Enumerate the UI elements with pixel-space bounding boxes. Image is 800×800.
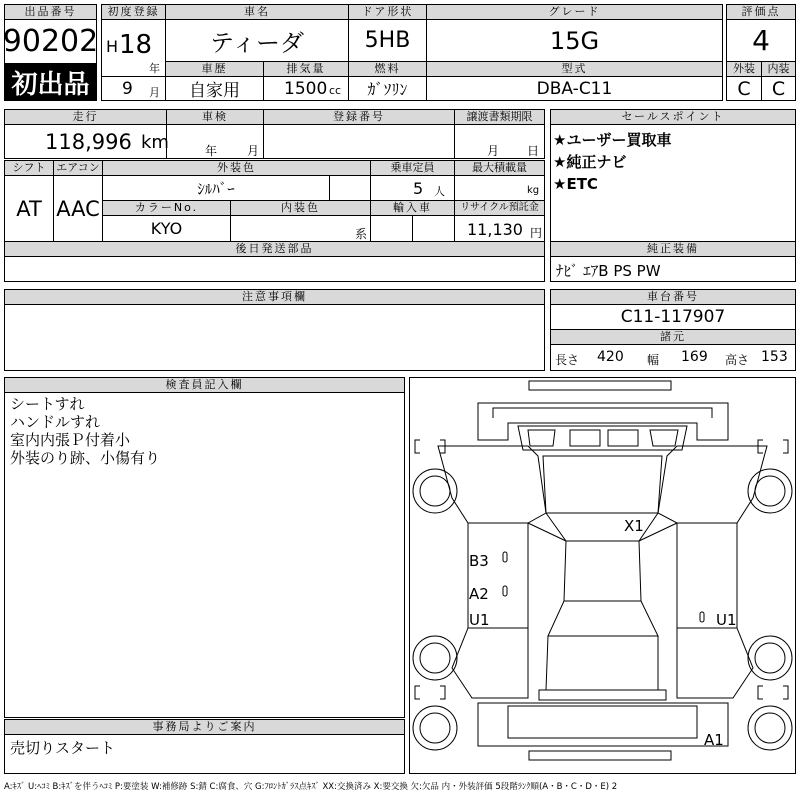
max-load-header: 最大積載量 [454,160,545,176]
mileage-unit: km [141,132,169,153]
damage-mark: U1 [469,611,490,629]
chassis-number-header: 車台番号 [550,289,796,305]
exterior-score-header: 外装 [726,61,762,77]
registration-month: 9 [122,79,133,99]
office-notice-header: 事務局よりご案内 [4,719,405,735]
width-value: 169 [681,349,708,365]
inspector-note-line: ハンドルすれ [10,413,101,431]
inspector-note-line: シートすれ [10,395,85,413]
door-type-header: ドア形状 [348,4,427,20]
recycle-fee-box [454,215,545,242]
interior-score: C [761,76,796,101]
registration-number-header: 登録番号 [263,109,455,125]
caution [4,304,545,371]
month-unit: 月 [149,86,160,99]
inspection-month-unit: 月 [247,144,260,158]
first-registration-box [101,19,166,77]
max-load-box [454,175,545,201]
specifications-header: 諸元 [550,329,796,345]
inspector-note-line: 外装のり跡、小傷有り [10,449,161,467]
year-unit: 年 [149,62,160,75]
inspector-note-line: 室内内張Ｐ付着小 [10,431,131,449]
interior-score-header: 内装 [761,61,796,77]
inspector-notes-header: 検査員記入欄 [4,377,405,393]
mileage-header: 走行 [4,109,167,125]
exterior-score: C [726,76,762,101]
capacity-box [370,175,455,201]
height-value: 153 [761,349,788,365]
mileage: 118,996 [45,130,132,154]
transfer-month-unit: 月 [487,144,500,158]
dimensions-box [550,344,796,371]
later-parts-header: 後日発送部品 [4,241,545,257]
lot-number-header: 出品番号 [4,4,97,20]
model-code-header: 型式 [426,61,723,77]
registration-number-box [263,124,455,159]
sales-point-item: ★ETC [553,175,598,193]
length-label: 長さ [555,353,580,367]
later-parts [4,256,545,282]
car-history-header: 車歴 [165,61,264,77]
fuel-header: 燃料 [348,61,427,77]
car-outline-diagram [410,378,795,773]
transfer-day-unit: 日 [527,144,540,158]
fuel: ｶﾞｿﾘﾝ [348,76,427,101]
inspection-year-unit: 年 [205,144,218,158]
aircon: AAC [53,175,103,242]
genuine-equipment-header: 純正装備 [550,241,796,257]
door-type: 5HB [348,19,427,62]
recycle-fee: 11,130 [467,220,523,239]
inspector-notes-box [4,392,405,718]
genuine-equipment: ﾅﾋﾞ ｴｱB PS PW [550,256,796,282]
interior-color-unit: 系 [355,227,368,241]
length-value: 420 [597,349,624,365]
inspection-header: 車検 [166,109,264,125]
first-listing-badge: 初出品 [4,63,97,101]
first-registration-header: 初度登録 [101,4,166,20]
displacement: 1500 [284,79,328,99]
registration-year: 18 [119,30,153,60]
displacement-box [263,76,349,101]
recycle-fee-header: リサイクル預託金 [454,200,545,216]
caution-header: 注意事項欄 [4,289,545,305]
mileage-box [4,124,167,159]
import-box-1 [370,215,413,242]
sales-point-item: ★純正ナビ [553,153,627,171]
capacity: 5 [413,179,424,198]
damage-diagram [409,377,796,774]
displacement-header: 排気量 [263,61,349,77]
import-header: 輸入車 [370,200,455,216]
shift-header: シフト [4,160,54,176]
interior-color-header: 内装色 [230,200,371,216]
car-name: ティーダ [165,19,349,62]
exterior-color: ｼﾙﾊﾞｰ [102,175,330,201]
damage-mark: A1 [704,731,724,749]
first-registration-month-box [101,76,166,101]
lot-number: 90202 [4,19,97,64]
exterior-color-extra [329,175,371,201]
sales-points-box [550,124,796,242]
damage-mark: U1 [716,611,737,629]
office-notice: 売切りスタート [4,734,405,774]
capacity-header: 乗車定員 [370,160,455,176]
transfer-deadline-header: 譲渡書類期限 [454,109,545,125]
model-code: DBA-C11 [426,76,723,101]
overall-score: 4 [726,19,796,62]
sales-point-item: ★ユーザー買取車 [553,131,672,149]
era-letter: H [106,37,119,56]
capacity-unit: 人 [434,185,445,198]
width-label: 幅 [647,353,660,367]
damage-mark: A2 [469,585,489,603]
damage-mark: X1 [624,517,644,535]
legend: A:ｷｽﾞ U:ﾍｺﾐ B:ｷｽﾞを伴うﾍｺﾐ P:要塗装 W:補修跡 S:錆 C:腐食、穴 G:ﾌﾛﾝﾄｶﾞﾗｽ点ｷｽﾞ XX:交換済み X:要交換 欠:欠品 内・外装評価 5段階ﾗﾝｸ順(A・B・C・D・E) 2 [4,782,618,792]
chassis-number: C11-117907 [550,304,796,330]
exterior-color-header: 外装色 [102,160,371,176]
inspection-box [166,124,264,159]
car-history: 自家用 [165,76,264,101]
height-label: 高さ [725,353,750,367]
grade: 15G [426,19,723,62]
transfer-deadline-box [454,124,545,159]
sales-points-header: セールスポイント [550,109,796,125]
aircon-header: エアコン [53,160,103,176]
damage-mark: B3 [469,552,489,570]
interior-color-box [230,215,371,242]
score-header: 評価点 [726,4,796,20]
import-box-2 [412,215,455,242]
displacement-unit: cc [329,84,342,97]
shift: AT [4,175,54,242]
recycle-fee-unit: 円 [530,226,543,240]
color-number: KYO [102,215,231,242]
car-name-header: 車名 [165,4,349,20]
color-number-header: カラーNo. [102,200,231,216]
max-load-unit: kg [527,185,540,196]
grade-header: グレード [426,4,723,20]
